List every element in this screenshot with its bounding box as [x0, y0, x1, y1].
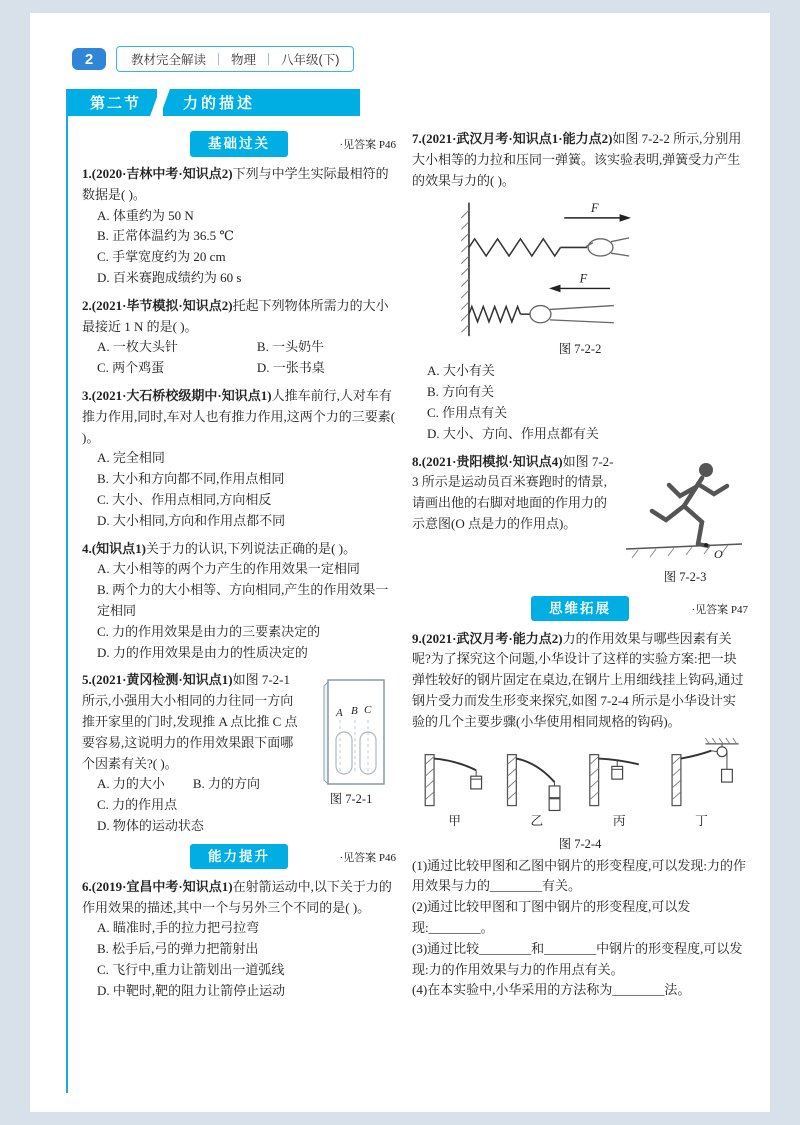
option-c: C. 作用点有关 — [427, 404, 508, 420]
question-number: 7. — [412, 131, 422, 146]
question-stem — [82, 386, 396, 448]
option-b: B. 大小和方向都不同,作用点相同 — [97, 471, 285, 487]
steel-strip-experiment-illustration — [415, 737, 745, 833]
options — [82, 448, 396, 531]
options — [82, 918, 396, 1001]
figure-caption: 图 7-2-3 — [663, 569, 707, 584]
page-number-badge: 2 — [72, 48, 106, 70]
question-text: 在射箭运动中,以下关于力的作用效果的描述,其中一个与另外三个不同的是( )。 — [82, 878, 392, 915]
option-a: A. 大小有关 — [427, 363, 495, 379]
options — [82, 559, 396, 663]
question-source: (2020·吉林中考·知识点2) — [91, 166, 233, 181]
option-c: C. 两个鸡蛋 — [97, 360, 165, 376]
options — [412, 361, 748, 444]
question-text: 关于力的认识,下列说法正确的是( )。 — [145, 540, 357, 556]
left-accent-rule — [66, 89, 68, 1093]
question-text: 下列与中学生实际最相符的数据是( )。 — [82, 166, 389, 202]
option-b: B. 方向有关 — [427, 384, 495, 400]
door-point-a: A — [336, 707, 343, 720]
option-d: D. 一张书桌 — [256, 360, 325, 376]
figure-caption: 图 7-2-4 — [558, 836, 602, 851]
question-source: (2021·大石桥校级期中·知识点1) — [91, 387, 272, 403]
divider — [268, 53, 269, 65]
badge-ability: 能力提升 — [190, 844, 288, 870]
option-a: A. 大小相等的两个力产生的作用效果一定相同 — [97, 561, 360, 577]
figure-steel-strips — [412, 737, 748, 854]
question-text: 托起下列物体所需力的大小最接近 1 N 的是( )。 — [82, 297, 389, 334]
options — [82, 337, 396, 379]
question-1 — [82, 164, 396, 289]
question-5 — [82, 670, 396, 836]
question-number: 6. — [82, 878, 92, 894]
question-stem — [412, 629, 748, 733]
question-number: 1. — [82, 166, 92, 181]
left-column — [82, 129, 396, 1008]
option-a: A. 力的大小 — [97, 776, 165, 792]
question-text: 人推车前行,人对车有推力作用,同时,车对人也有推力作用,这两个力的三要素( )。 — [82, 387, 396, 445]
option-d: D. 大小相同,方向和作用点都不同 — [97, 512, 286, 528]
right-column — [412, 129, 748, 1008]
divider — [218, 53, 219, 65]
option-d: D. 大小、方向、作用点都有关 — [427, 425, 599, 441]
book-page — [30, 13, 770, 1112]
figure-spring — [412, 195, 748, 359]
option-c: C. 飞行中,重力让箭划出一道弧线 — [97, 961, 285, 977]
extend-section-row — [412, 596, 748, 623]
content-columns — [82, 129, 750, 1008]
badge-extend: 思维拓展 — [531, 596, 629, 622]
option-b: B. 松手后,弓的弹力把箭射出 — [97, 941, 259, 957]
strip-label-1: 甲 — [448, 813, 461, 828]
options — [82, 206, 396, 289]
option-c: C. 手掌宽度约为 20 cm — [97, 249, 226, 265]
option-c: C. 大小、作用点相同,方向相反 — [97, 491, 272, 507]
ability-section-row — [82, 844, 396, 871]
option-a: A. 完全相同 — [97, 450, 165, 466]
answer-ref-extend: ·见答案 P47 — [691, 603, 748, 616]
badge-basic: 基础过关 — [190, 131, 288, 157]
option-d: D. 百米赛跑成绩约为 60 s — [97, 269, 242, 285]
option-b: B. 一头奶牛 — [256, 339, 325, 355]
question-text: 如图 7-2-3 所示是运动员百米赛跑时的情景,请画出他的右脚对地面的作用力的示意图(O 点是力的作用点)。 — [412, 453, 614, 531]
sub-question-1: (1)通过比较甲图和乙图中钢片的形变程度,可以发现:力的作用效果与力的________有关。 — [412, 857, 747, 894]
question-source: (2021·武汉月考·能力点2) — [421, 630, 563, 646]
question-source: (知识点1) — [91, 540, 146, 556]
force-label-push: F — [579, 272, 587, 287]
spring-experiment-illustration — [423, 195, 738, 338]
book-subject: 物理 — [231, 53, 257, 67]
strip-label-3: 丙 — [612, 813, 626, 828]
question-source: (2021·贵阳模拟·知识点4) — [421, 453, 563, 469]
option-b: B. 两个力的大小相等、方向相同,产生的作用效果一定相同 — [97, 582, 389, 618]
question-number: 8. — [412, 453, 422, 469]
answer-ref-basic: ·见答案 P46 — [339, 139, 396, 151]
sub-question-4: (4)在本实验中,小华采用的方法称为________法。 — [412, 982, 691, 998]
question-source: (2021·黄冈检测·知识点1) — [91, 672, 233, 688]
option-b: B. 力的方向 — [192, 776, 261, 792]
question-text: 如图 7-2-1 所示,小强用大小相同的力往同一方向推开家里的门时,发现推 A 点比推 C 点要容易,这说明力的作用效果跟下面哪个因素有关?( )。 — [82, 672, 298, 771]
question-source: (2019·宜昌中考·知识点1) — [91, 878, 233, 894]
option-d: D. 中靶时,靶的阻力让箭停止运动 — [97, 982, 286, 998]
option-c: C. 力的作用点 — [97, 797, 178, 813]
option-c: C. 力的作用效果是由力的三要素决定的 — [97, 623, 321, 639]
question-4 — [82, 539, 396, 664]
basic-section-row — [82, 131, 396, 158]
figure-caption: 图 7-2-2 — [558, 342, 602, 357]
question-3 — [82, 386, 396, 532]
question-8 — [412, 452, 748, 589]
question-number: 4. — [82, 540, 92, 556]
option-a: A. 体重约为 50 N — [97, 207, 194, 223]
figure-door — [306, 672, 396, 809]
door-point-b: B — [351, 705, 358, 718]
question-stem — [82, 296, 396, 338]
sub-question-3: (3)通过比较________和________中钢片的形变程度,可以发现:力的作用效果与力的作用点有关。 — [412, 940, 743, 977]
question-number: 9. — [412, 630, 422, 646]
question-7 — [412, 129, 748, 445]
question-text: 力的作用效果与哪些因素有关呢?为了探究这个问题,小华设计了这样的实验方案:把一块弹性较好的钢片固定在桌边,在钢片上用细线挂上钩码,通过钢片受力而发生形变来探究,如图 7-2-4 所示是小华设计实验的几个主要步骤(小华使用相同规格的钩码)。 — [412, 630, 744, 729]
question-2 — [82, 296, 396, 379]
answer-ref-ability: ·见答案 P46 — [339, 851, 396, 864]
door-point-c: C — [364, 704, 372, 717]
book-grade: 八年级(下) — [281, 53, 340, 67]
option-b: B. 正常体温约为 36.5 ℃ — [97, 228, 234, 244]
page-header — [72, 46, 354, 72]
option-a: A. 一枚大头针 — [97, 339, 178, 355]
question-number: 2. — [82, 297, 92, 313]
strip-label-4: 丁 — [695, 813, 708, 828]
question-stem — [82, 877, 396, 919]
force-label-pull: F — [590, 201, 599, 216]
runner-illustration — [622, 454, 748, 566]
question-source: (2021·毕节模拟·知识点2) — [91, 297, 233, 313]
question-number: 3. — [82, 387, 92, 403]
question-stem — [82, 539, 396, 560]
question-stem — [412, 129, 748, 191]
strip-label-2: 乙 — [530, 813, 544, 828]
figure-runner — [622, 454, 748, 587]
option-d: D. 物体的运动状态 — [97, 817, 204, 833]
sub-question-2: (2)通过比较甲图和丁图中钢片的形变程度,可以发现:________。 — [412, 899, 691, 935]
question-stem — [82, 164, 396, 206]
section-title: 力的描述 — [163, 89, 360, 116]
book-series: 教材完全解读 — [131, 53, 207, 67]
figure-caption: 图 7-2-1 — [329, 792, 373, 807]
question-source: (2021·武汉月考·知识点1·能力点2) — [421, 131, 613, 146]
option-d: D. 力的作用效果是由力的性质决定的 — [97, 644, 308, 660]
question-number: 5. — [82, 672, 92, 688]
section-label: 第二节 — [68, 89, 157, 116]
door-illustration — [306, 672, 396, 788]
book-title-pill — [116, 46, 354, 72]
section-banner — [68, 89, 360, 116]
force-origin-label: O — [714, 546, 723, 561]
question-6 — [82, 877, 396, 1002]
question-9 — [412, 629, 748, 1002]
question-text: 如图 7-2-2 所示,分别用大小相等的力拉和压同一弹簧。该实验表明,弹簧受力产生的效果与力的( )。 — [412, 131, 742, 188]
option-a: A. 瞄准时,手的拉力把弓拉弯 — [97, 920, 260, 936]
